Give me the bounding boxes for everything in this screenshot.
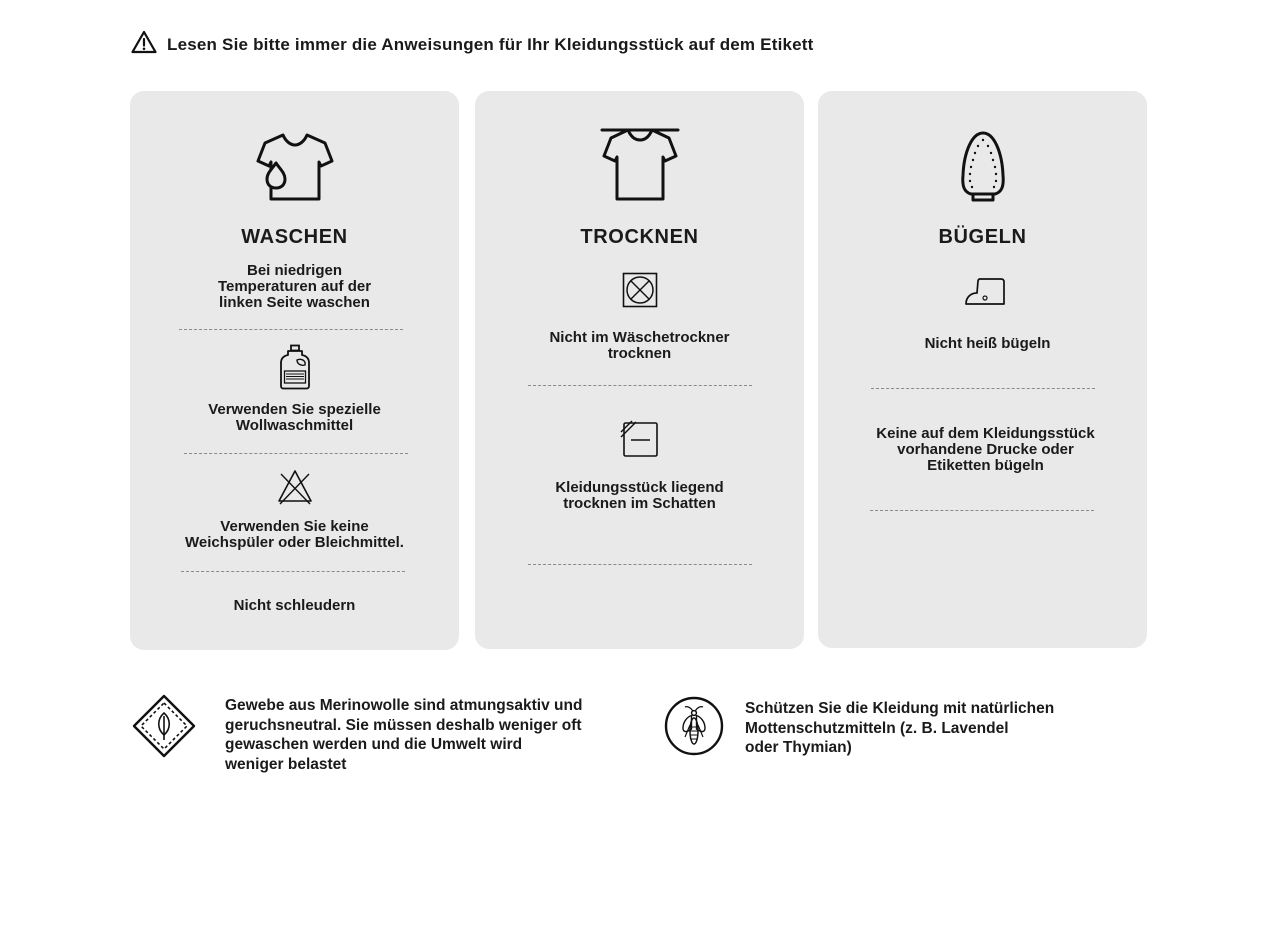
merino-leaf-icon	[132, 694, 225, 763]
no-bleach-icon	[130, 468, 459, 506]
dry-title: TROCKNEN	[580, 226, 699, 248]
dry-flat-shade-icon	[475, 419, 804, 459]
wash-divider-3	[181, 571, 405, 572]
iron-divider-2	[870, 510, 1094, 511]
wash-item-no-softener: Verwenden Sie keine Weichspüler oder Bleichmittel.	[185, 518, 404, 551]
iron-soleplate-icon	[818, 130, 1147, 204]
wash-item-no-spin: Nicht schleudern	[233, 597, 356, 614]
care-notice	[131, 30, 814, 59]
iron-item-no-prints: Keine auf dem Kleidungsstück vorhandene Drucke oder Etiketten bügeln	[876, 425, 1095, 474]
merino-text: Gewebe aus Merinowolle sind atmungsaktiv und geruchsneutral. Sie müssen deshalb weniger oft gewaschen werden und die Umwelt wird weniger belastet	[225, 697, 583, 773]
tshirt-hanger-icon	[475, 127, 804, 203]
iron-title: BÜGELN	[938, 226, 1027, 248]
wash-item-low-temp: Bei niedrigen Temperaturen auf der linken Seite waschen	[217, 262, 372, 311]
dry-item-no-tumble: Nicht im Wäschetrockner trocknen	[549, 329, 730, 362]
iron-card	[818, 91, 1147, 648]
moth-icon	[664, 696, 745, 761]
dry-item-flat-shade: Kleidungsstück liegend trocknen im Schatten	[555, 479, 724, 512]
warning-icon	[131, 30, 157, 59]
notice-text: Lesen Sie bitte immer die Anweisungen für Ihr Kleidungsstück auf dem Etikett	[167, 34, 814, 54]
dry-card	[475, 91, 804, 649]
tshirt-drop-icon	[130, 131, 459, 203]
wash-item-detergent: Verwenden Sie spezielle Wollwaschmittel	[208, 401, 381, 434]
iron-item-not-hot: Nicht heiß bügeln	[924, 335, 1051, 352]
merino-info	[132, 694, 582, 774]
wash-title: WASCHEN	[241, 226, 348, 248]
iron-divider-1	[871, 388, 1095, 389]
wash-divider-2	[184, 453, 408, 454]
dry-divider-2	[528, 564, 752, 565]
wash-divider-1	[179, 329, 403, 330]
no-tumble-dry-icon	[475, 272, 804, 308]
detergent-bottle-icon	[130, 344, 459, 390]
iron-low-icon	[818, 277, 1147, 307]
wash-card	[130, 91, 459, 650]
moth-info	[664, 696, 1054, 761]
moth-text: Schützen Sie die Kleidung mit natürlichen Mottenschutzmitteln (z. B. Lavendel oder Thymian)	[745, 700, 1055, 756]
dry-divider-1	[528, 385, 752, 386]
